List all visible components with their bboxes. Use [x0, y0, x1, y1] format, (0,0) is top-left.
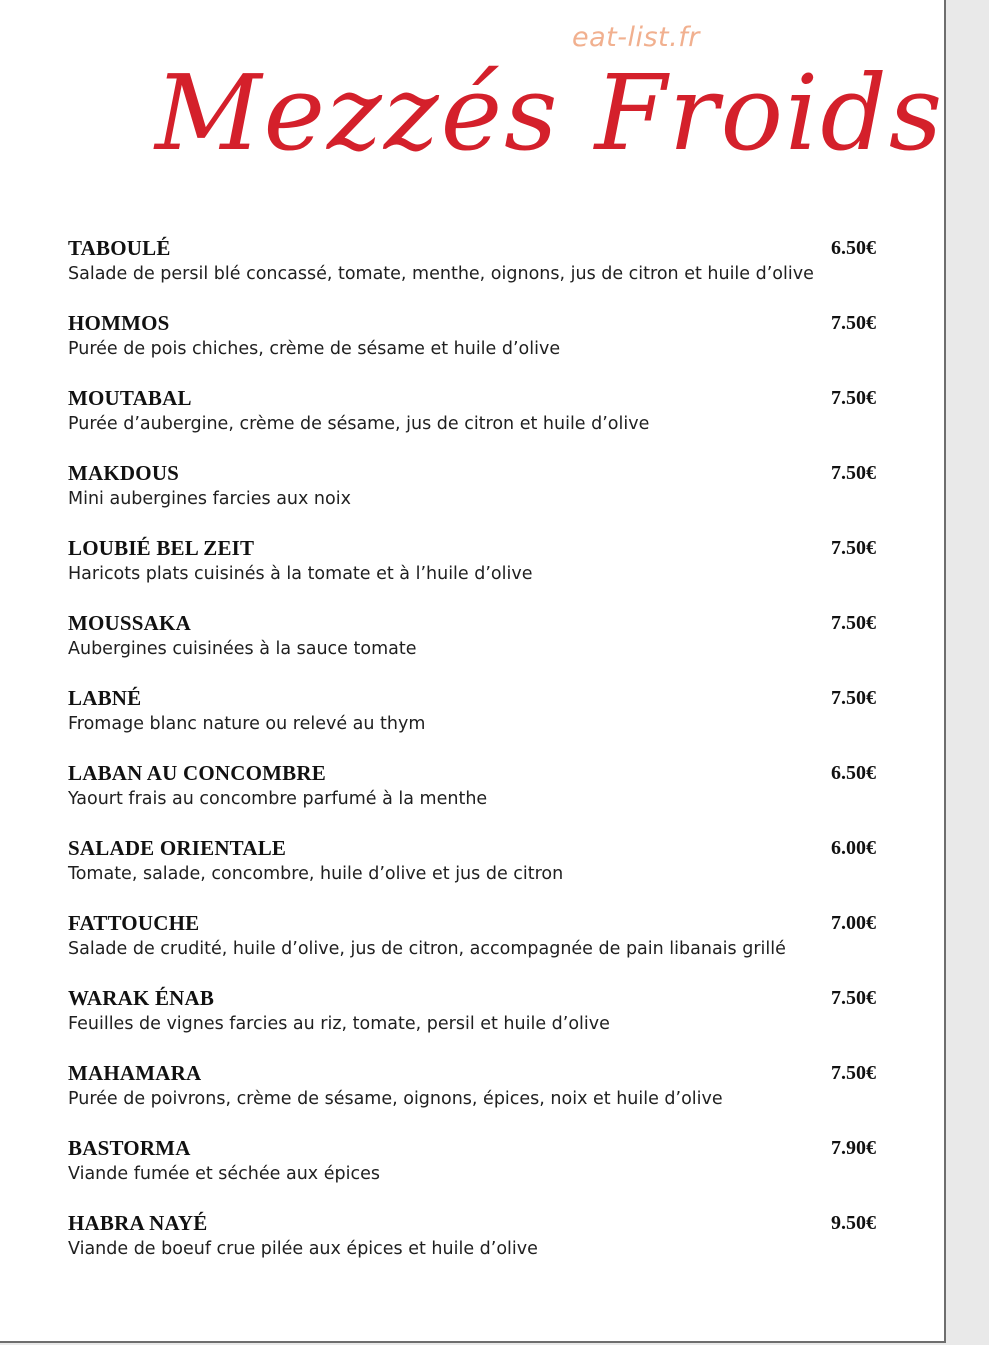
item-price: 6.50€: [831, 237, 876, 259]
item-description: Tomate, salade, concombre, huile d’olive et jus de citron: [68, 864, 564, 884]
menu-item: [68, 759, 876, 834]
item-name: LABAN AU CONCOMBRE: [68, 761, 326, 785]
item-name: MAKDOUS: [68, 461, 180, 485]
item-price: 7.00€: [831, 912, 876, 934]
menu-item: [68, 984, 876, 1059]
item-price: 7.50€: [831, 1062, 876, 1084]
item-price: 7.50€: [831, 462, 876, 484]
item-description: Salade de crudité, huile d’olive, jus de citron, accompagnée de pain libanais grillé: [68, 939, 786, 959]
menu-item: [68, 1134, 876, 1209]
item-name: TABOULÉ: [68, 236, 171, 260]
item-name: HABRA NAYÉ: [68, 1211, 208, 1235]
menu-item: [68, 834, 876, 909]
item-price: 7.50€: [831, 387, 876, 409]
item-description: Purée de poivrons, crème de sésame, oignons, épices, noix et huile d’olive: [68, 1089, 723, 1109]
item-name: LOUBIÉ BEL ZEIT: [68, 536, 255, 560]
item-price: 7.50€: [831, 312, 876, 334]
menu-item: [68, 309, 876, 384]
menu-item: [68, 459, 876, 534]
item-price: 7.50€: [831, 537, 876, 559]
item-name: MOUSSAKA: [68, 611, 191, 635]
item-description: Viande de boeuf crue pilée aux épices et huile d’olive: [68, 1239, 538, 1259]
item-name: LABNÉ: [68, 686, 142, 710]
menu-item: [68, 534, 876, 609]
item-description: Salade de persil blé concassé, tomate, menthe, oignons, jus de citron et huile d’olive: [68, 264, 814, 284]
item-description: Viande fumée et séchée aux épices: [68, 1164, 380, 1184]
menu-item: [68, 384, 876, 459]
item-price: 7.50€: [831, 987, 876, 1009]
item-name: HOMMOS: [68, 311, 170, 335]
item-name: SALADE ORIENTALE: [68, 836, 287, 860]
menu-item: [68, 909, 876, 984]
menu-item: [68, 1059, 876, 1134]
item-name: WARAK ÉNAB: [68, 986, 215, 1010]
item-name: MOUTABAL: [68, 386, 192, 410]
item-description: Feuilles de vignes farcies au riz, tomate, persil et huile d’olive: [68, 1014, 610, 1034]
item-price: 7.50€: [831, 612, 876, 634]
watermark: eat-list.fr: [572, 22, 700, 53]
menu-item: [68, 609, 876, 684]
item-name: FATTOUCHE: [68, 911, 200, 935]
item-price: 6.50€: [831, 762, 876, 784]
item-price: 6.00€: [831, 837, 876, 859]
item-price: 7.50€: [831, 687, 876, 709]
menu-item: [68, 684, 876, 759]
menu-item: [68, 234, 876, 309]
item-price: 7.90€: [831, 1137, 876, 1159]
menu-title: Mezzés Froids: [155, 52, 945, 174]
item-price: 9.50€: [831, 1212, 876, 1234]
item-name: MAHAMARA: [68, 1061, 202, 1085]
item-description: Purée d’aubergine, crème de sésame, jus de citron et huile d’olive: [68, 414, 650, 434]
item-description: Aubergines cuisinées à la sauce tomate: [68, 639, 417, 659]
menu-list: [68, 234, 876, 1284]
item-description: Haricots plats cuisinés à la tomate et à l’huile d’olive: [68, 564, 533, 584]
item-description: Yaourt frais au concombre parfumé à la menthe: [68, 789, 488, 809]
item-description: Purée de pois chiches, crème de sésame et huile d’olive: [68, 339, 561, 359]
item-name: BASTORMA: [68, 1136, 191, 1160]
item-description: Mini aubergines farcies aux noix: [68, 489, 351, 509]
menu-item: [68, 1209, 876, 1284]
item-description: Fromage blanc nature ou relevé au thym: [68, 714, 426, 734]
